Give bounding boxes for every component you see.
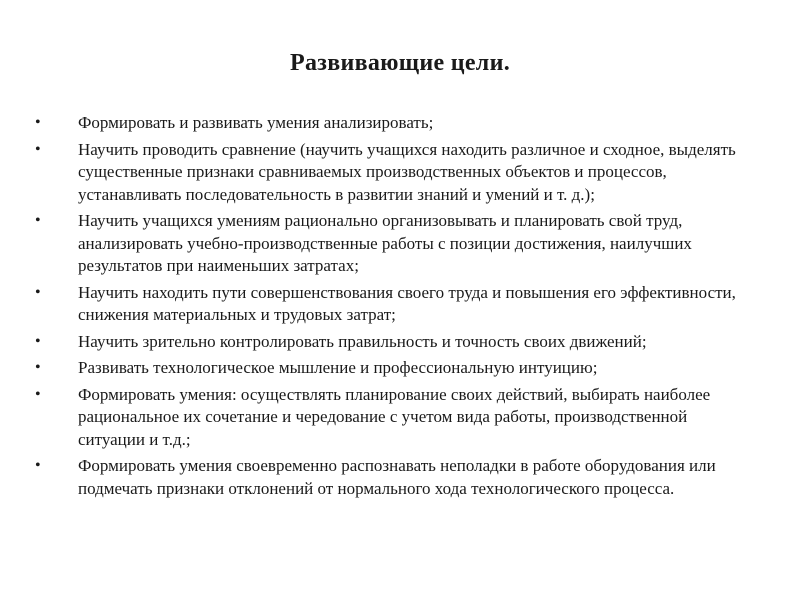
list-item (0, 112, 800, 135)
list-item (0, 210, 800, 278)
goal-text: Научить зрительно контролировать правильность и точность своих движений; (78, 331, 647, 351)
goal-text: Формировать умения: осуществлять планирование своих действий, выбирать наиболее рациональное их сочетание и чередование с учетом вида работы, производственной ситуации и т.д.; (78, 384, 711, 449)
bullet-icon: • (35, 140, 41, 158)
goal-text: Формировать и развивать умения анализировать; (78, 113, 434, 132)
bullet-icon: • (35, 283, 41, 301)
goal-text: Научить находить пути совершенствования своего труда и повышения его эффективности, снижения материальных и трудовых затрат; (78, 282, 736, 324)
bullet-icon: • (35, 114, 41, 131)
goal-text: Научить проводить сравнение (научить учащихся находить различное и сходное, выделять существенные признаки сравниваемых производственных объектов и процессов, устанавливать последовательность в развитии знаний и умений и т. д.); (78, 139, 736, 204)
goal-text: Развивать технологическое мышление и профессиональную интуицию; (78, 358, 598, 377)
list-item (0, 331, 800, 354)
bullet-icon: • (35, 457, 41, 474)
bullet-icon: • (35, 332, 41, 350)
list-item (0, 357, 800, 380)
slide-title: Развивающие цели. (289, 50, 510, 76)
bullet-icon: • (35, 385, 41, 403)
list-item (0, 139, 800, 207)
goal-text: Формировать умения своевременно распознавать неполадки в работе оборудования или подмечать признаки отклонений от нормального хода технологического процесса. (78, 456, 716, 498)
list-item (0, 384, 800, 452)
goals-list (0, 112, 800, 504)
list-item (0, 282, 800, 327)
goal-text: Научить учащихся умениям рационально организовывать и планировать свой труд, анализировать учебно-производственные работы с позиции достижения, наилучших результатов при наименьших затратах; (78, 211, 692, 275)
bullet-icon: • (35, 359, 41, 376)
bullet-icon: • (35, 212, 41, 229)
list-item (0, 455, 800, 500)
